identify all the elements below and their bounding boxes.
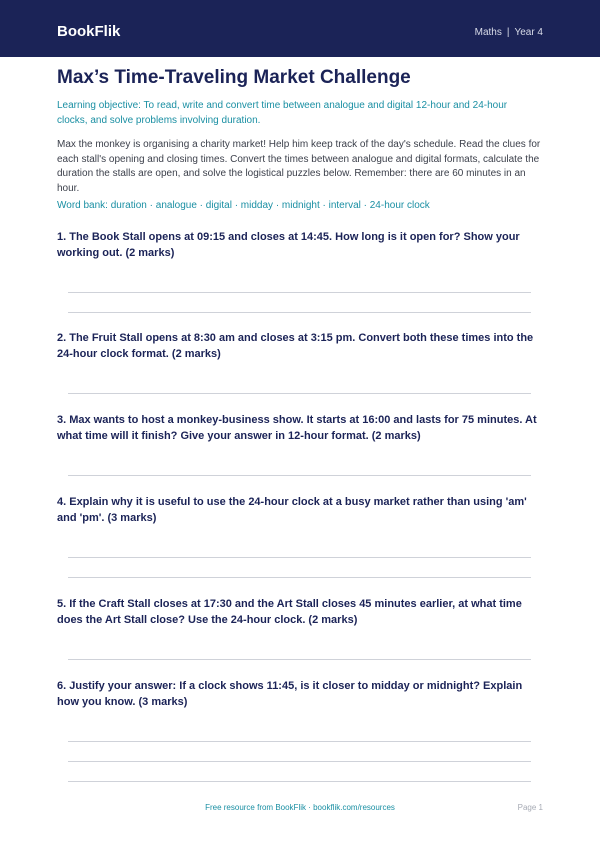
learning-objective: Learning objective: To read, write and convert time between analogue and digital 12-hour and 24-hour clocks, and solve problems involving duration. — [57, 100, 508, 126]
page-number: Page 1 — [517, 803, 543, 812]
answer-line[interactable] — [68, 761, 531, 762]
answer-line[interactable] — [68, 659, 531, 660]
page-title: Max’s Time-Traveling Market Challenge — [57, 67, 411, 88]
header-bar — [0, 0, 600, 57]
answer-line[interactable] — [68, 393, 531, 394]
brand-logo[interactable]: BookFlik — [57, 23, 121, 40]
subject-label: Maths — [474, 27, 502, 38]
footer-resource-link[interactable]: Free resource from BookFlik · bookflik.com/resources — [205, 803, 395, 812]
year-label: Year 4 — [514, 27, 543, 38]
intro-paragraph: Max the monkey is organising a charity market! Help him keep track of the day's schedule. Read the clues for each stall's opening and closing times. Convert the times between analogue and digital formats, calculate the duration the stalls are open, and solve the logistical puzzles below. Remember: there are 60 minutes in an hour. — [57, 139, 541, 194]
question-6: 6. Justify your answer: If a clock shows 11:45, is it closer to midday or midnight? Explain how you know. (3 marks) — [57, 680, 523, 708]
question-1: 1. The Book Stall opens at 09:15 and closes at 14:45. How long is it open for? Show your working out. (2 marks) — [57, 231, 520, 259]
question-2: 2. The Fruit Stall opens at 8:30 am and closes at 3:15 pm. Convert both these times into the 24-hour clock format. (2 marks) — [57, 332, 534, 360]
answer-line[interactable] — [68, 781, 531, 782]
answer-line[interactable] — [68, 475, 531, 476]
question-3: 3. Max wants to host a monkey-business show. It starts at 16:00 and lasts for 75 minutes. At what time will it finish? Give your answer in 12-hour format. (2 marks) — [57, 414, 537, 442]
separator: | — [506, 27, 510, 38]
subject-year-label — [475, 26, 543, 40]
answer-line[interactable] — [68, 312, 531, 313]
question-4: 4. Explain why it is useful to use the 24-hour clock at a busy market rather than using 'am' and 'pm'. (3 marks) — [57, 496, 527, 524]
answer-line[interactable] — [68, 577, 531, 578]
answer-line[interactable] — [68, 557, 531, 558]
word-bank: Word bank: duration · analogue · digital · midday · midnight · interval · 24-hour clock — [57, 200, 430, 211]
answer-line[interactable] — [68, 292, 531, 293]
question-5: 5. If the Craft Stall closes at 17:30 and the Art Stall closes 45 minutes earlier, at what time does the Art Stall close? Use the 24-hour clock. (2 marks) — [57, 598, 522, 626]
answer-line[interactable] — [68, 741, 531, 742]
